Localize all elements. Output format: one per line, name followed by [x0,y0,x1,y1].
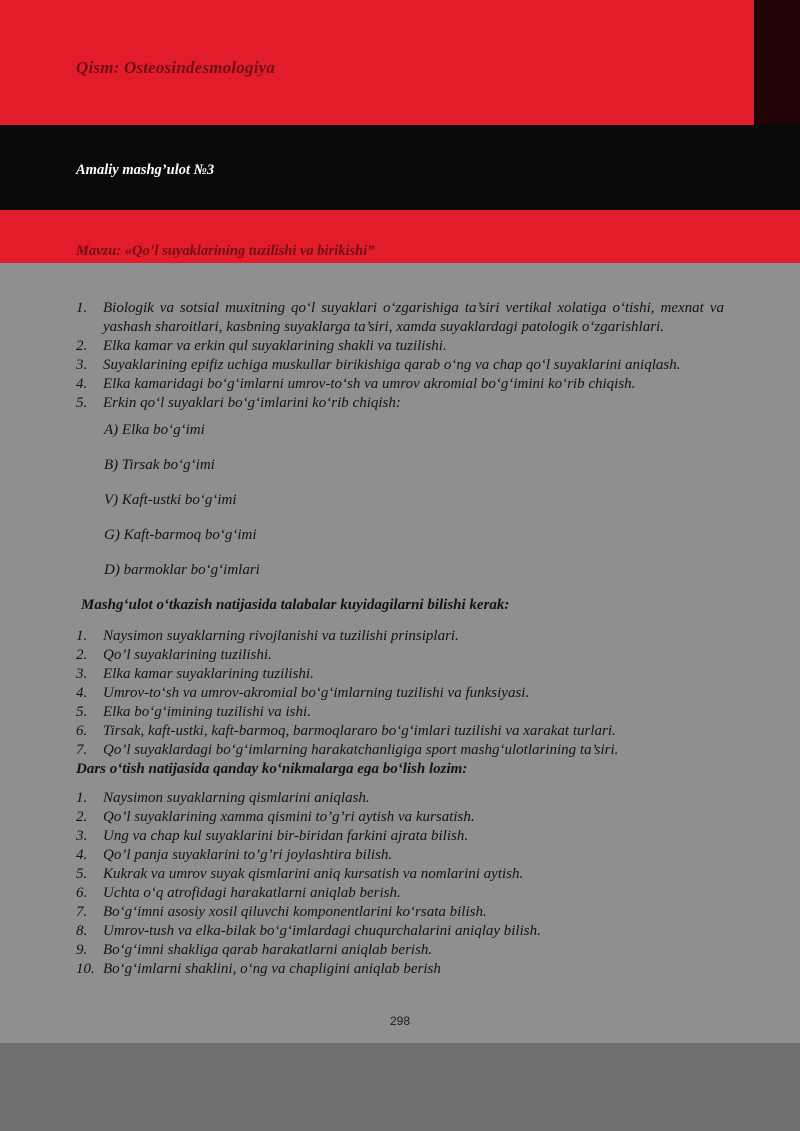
list-item-text: Naysimon suyaklarning rivojlanishi va tuzilishi prinsiplari. [103,628,459,644]
list-item [76,627,724,646]
list-item [76,375,724,394]
list-item [76,299,724,337]
list-item-number: 5. [76,395,88,411]
list-item-text: Elka kamar suyaklarining tuzilishi. [103,666,314,682]
list-item-text: Tirsak, kaft-ustki, kaft-barmoq, barmoqlararo bo‘g‘imlari tuzilishi va xarakat turlari. [103,723,616,739]
list-item [104,421,724,440]
knowledge-heading: Mashg‘ulot o‘tkazish natijasida talabalar kuyidagilarni bilishi kerak: [81,597,510,613]
list-item-text: Elka kamaridagi bo‘g‘imlarni umrov-to‘sh va umrov akromial bo‘g‘imini ko‘rib chiqish. [103,376,636,392]
list-item [76,789,724,808]
list-item-number: 1. [76,628,88,644]
list-item-text: V) Kaft-ustki bo‘g‘imi [104,492,237,508]
top-red-band [0,0,800,125]
list-item-text: Uchta o‘q atrofidagi harakatlarni aniqlab berish. [103,885,401,901]
list-item-text: Elka bo‘g‘imining tuzilishi va ishi. [103,704,311,720]
list-item-text: Ung va chap kul suyaklarini bir-biridan farkini ajrata bilish. [103,828,469,844]
list-item-number: 5. [76,704,88,720]
list-item-number: 3. [76,666,88,682]
top-right-dark-corner [754,0,800,125]
topic-red-band [0,210,800,263]
list-item-number: 6. [76,885,88,901]
list-item-number: 2. [76,338,88,354]
skills-list [76,789,724,979]
list-item-text: B) Tirsak bo‘g‘imi [104,457,215,473]
skills-heading: Dars o‘tish natijasida qanday ko‘nikmalarga ega bo‘lish lozim: [76,761,468,777]
lesson-black-band [0,125,800,210]
list-item-number: 2. [76,647,88,663]
section-title: Qism: Osteosindesmologiya [76,58,276,77]
list-item [104,456,724,475]
list-item [76,865,724,884]
list-item-text: Kukrak va umrov suyak qismlarini aniq kursatish va nomlarini aytish. [103,866,524,882]
document-body [0,263,800,979]
list-item-text: D) barmoklar bo‘g‘imlari [104,562,260,578]
list-item [76,846,724,865]
list-item-number: 5. [76,866,88,882]
page-number: 298 [389,1014,411,1028]
list-item-text: Qo’l suyaklarining tuzilishi. [103,647,272,663]
list-item [76,941,724,960]
joints-sublist [104,421,724,580]
list-item-number: 3. [76,828,88,844]
list-item-number: 1. [76,790,88,806]
list-item-number: 6. [76,723,88,739]
list-item [76,741,724,760]
list-item-number: 7. [76,742,88,758]
list-item-text: Qo’l suyaklarining xamma qismini to’g’ri aytish va kursatish. [103,809,475,825]
list-item [76,903,724,922]
list-item-text: Bo‘g‘imni shakliga qarab harakatlarni aniqlab berish. [103,942,433,958]
list-item-text: Umrov-to‘sh va umrov-akromial bo‘g‘imlarning tuzilishi va funksiyasi. [103,685,530,701]
list-item-text: Erkin qo‘l suyaklari bo‘g‘imlarini ko‘rib chiqish: [103,395,401,411]
list-item-text: Bo‘g‘imni asosiy xosil qiluvchi komponentlarini ko‘rsata bilish. [103,904,487,920]
list-item [104,561,724,580]
list-item [76,827,724,846]
list-item-text: Suyaklarining epifiz uchiga muskullar birikishiga qarab o‘ng va chap qo‘l suyaklarini aniqlash. [103,357,681,373]
list-item-number: 10. [76,961,95,977]
list-item [76,884,724,903]
list-item-number: 9. [76,942,88,958]
list-item-text: G) Kaft-barmoq bo‘g‘imi [104,527,257,543]
tasks-list [76,299,724,413]
knowledge-list [76,627,724,760]
list-item-text: Biologik va sotsial muxitning qo‘l suyaklari o‘zgarishiga ta’siri vertikal xolatiga o‘tishi, mexnat va yashash sharoitlari, kasbning suyaklarga ta’siri, xamda suyaklardagi patologik o‘zgarishlari. [103,300,724,335]
list-item-text: A) Elka bo‘g‘imi [104,422,205,438]
list-item [76,356,724,375]
list-item [76,646,724,665]
list-item-number: 7. [76,904,88,920]
list-item [104,491,724,510]
list-item-number: 4. [76,685,88,701]
list-item [76,684,724,703]
list-item [76,703,724,722]
list-item [76,394,724,413]
list-item [76,722,724,741]
list-item-text: Umrov-tush va elka-bilak bo‘g‘imlardagi chuqurchalarini aniqlay bilish. [103,923,541,939]
list-item-text: Bo‘g‘imlarni shaklini, o‘ng va chapligini aniqlab berish [103,961,441,977]
list-item [76,665,724,684]
list-item-number: 1. [76,300,88,316]
list-item [76,960,724,979]
list-item-text: Qo’l suyaklardagi bo‘g‘imlarning harakatchanligiga sport mashg‘ulotlarining ta’siri. [103,742,619,758]
list-item-text: Elka kamar va erkin qul suyaklarining shakli va tuzilishi. [103,338,447,354]
list-item-number: 3. [76,357,88,373]
list-item [76,337,724,356]
list-item [76,922,724,941]
list-item-number: 8. [76,923,88,939]
list-item [76,808,724,827]
list-item-number: 4. [76,376,88,392]
list-item-number: 4. [76,847,88,863]
list-item-text: Naysimon suyaklarning qismlarini aniqlash. [103,790,370,806]
list-item-text: Qo’l panja suyaklarini to’g’ri joylashtira bilish. [103,847,393,863]
list-item-number: 2. [76,809,88,825]
lesson-title: Amaliy mashg’ulot №3 [76,162,215,178]
topic-label: Mavzu: «Qo’l suyaklarining tuzilishi va birikishi” [76,243,375,259]
footer-dark-strip [0,1043,800,1131]
list-item [104,526,724,545]
